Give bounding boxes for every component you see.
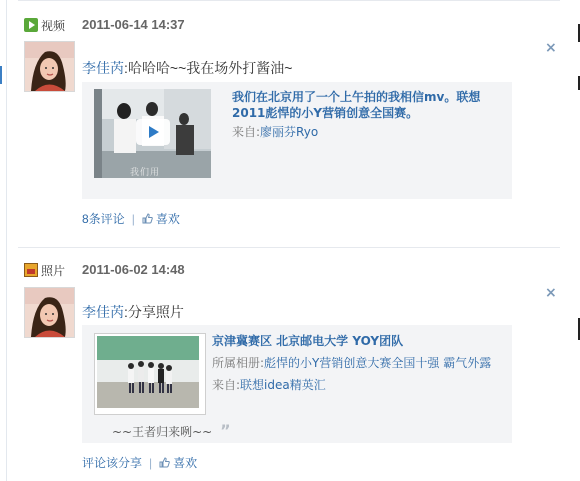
photo-icon: [24, 263, 38, 277]
video-thumbnail[interactable]: [94, 89, 211, 178]
post-message: :哈哈哈~~我在场外打酱油~: [124, 60, 293, 76]
quote-text: ~~王者归来咧~~: [112, 425, 213, 439]
video-caption: 我们用: [130, 168, 161, 178]
avatar[interactable]: [24, 287, 75, 338]
play-button[interactable]: [136, 119, 170, 145]
feed-type-label: 视频: [41, 18, 66, 33]
video-attachment: [82, 82, 512, 199]
album-prefix: 所属相册:: [212, 356, 265, 370]
feed-actions: [82, 210, 180, 227]
post-line: [82, 302, 184, 322]
avatar-image: [25, 288, 74, 337]
author-link[interactable]: 李佳芮: [82, 60, 124, 76]
feed-type: [24, 17, 65, 33]
close-icon[interactable]: ×: [545, 40, 557, 56]
source-link[interactable]: 廖丽芬Ryo: [260, 125, 319, 139]
comments-link[interactable]: 8条评论: [82, 212, 125, 226]
like-button[interactable]: [142, 210, 180, 227]
video-source: [232, 123, 502, 140]
play-icon: [149, 126, 159, 138]
avatar-image: [25, 42, 74, 91]
photo-info: [212, 333, 507, 393]
video-info: [232, 89, 502, 140]
feed-actions: [82, 454, 197, 471]
photo-album: [212, 354, 507, 371]
photo-thumbnail[interactable]: [94, 333, 206, 415]
source-link[interactable]: 联想idea精英汇: [240, 378, 326, 392]
source-prefix: 来自:: [212, 378, 241, 392]
feed-item-video: [0, 0, 580, 240]
close-icon[interactable]: ×: [545, 285, 557, 301]
feed-type-label: 照片: [41, 263, 66, 278]
post-message: :分享照片: [124, 304, 184, 320]
like-label: 喜欢: [173, 456, 198, 470]
separator: |: [131, 211, 135, 226]
video-title-link[interactable]: 我们在北京用了一个上午拍的我相信mv。联想2011彪悍的小Y营销创意全国赛。: [232, 90, 481, 120]
thumbs-up-icon: [159, 457, 170, 468]
photo-thumbnail-image: [97, 336, 199, 408]
like-button[interactable]: [159, 454, 197, 471]
author-link[interactable]: 李佳芮: [82, 304, 124, 320]
feed-item-photo: [0, 247, 580, 481]
timestamp: 2011-06-14 14:37: [82, 17, 185, 32]
photo-source: [212, 376, 507, 393]
post-line: [82, 58, 292, 78]
photo-attachment: [82, 325, 512, 443]
separator: |: [149, 455, 153, 470]
album-link[interactable]: 彪悍的小Y营销创意大赛全国十强 霸气外露: [264, 356, 492, 370]
timestamp: 2011-06-02 14:48: [82, 262, 185, 277]
feed-type: [24, 262, 65, 278]
photo-title-link[interactable]: 京津冀赛区 北京邮电大学 YOY团队: [212, 334, 404, 348]
video-icon: [24, 18, 38, 32]
like-label: 喜欢: [155, 212, 180, 226]
thumbs-up-icon: [142, 213, 153, 224]
source-prefix: 来自:: [232, 125, 261, 139]
quote-mark-icon: ”: [220, 421, 231, 440]
avatar[interactable]: [24, 41, 75, 92]
comment-share-link[interactable]: 评论该分享: [82, 456, 143, 470]
photo-quote: [112, 421, 231, 440]
